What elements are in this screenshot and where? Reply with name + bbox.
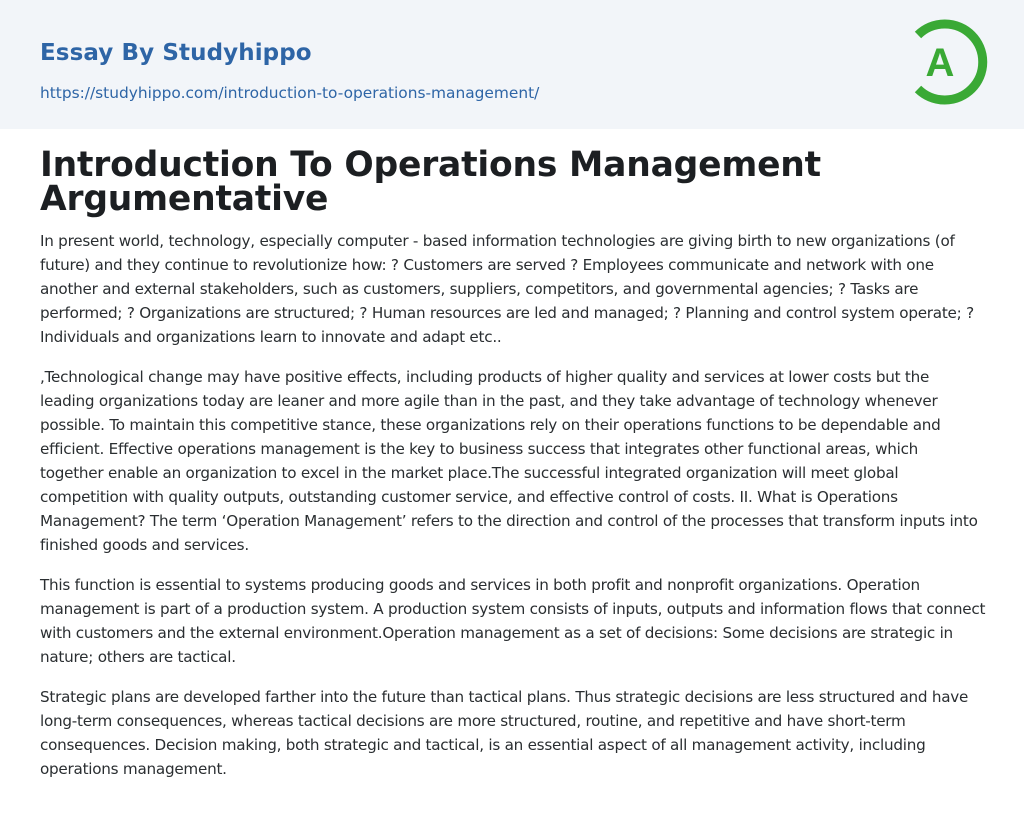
paragraph-2: ,Technological change may have positive effects, including products of higher quality and services at lower costs but the leading organizations today are leaner and more agile than in the past, and they take advantage of technology whenever possible. To maintain this competitive stance, these organizations rely on their operations functions to be dependable and efficient. Effective operations management is the key to business success that integrates other functional areas, which together enable an organization to excel in the market place.The successful integrated organization will meet global competition with quality outputs, outstanding customer service, and effective control of costs. II. What is Operations Management? The term ‘Operation Management’ refers to the direction and control of the processes that transform inputs into finished goods and services.	[40, 368, 978, 554]
paragraph-3: This function is essential to systems producing goods and services in both profit and nonprofit organizations. Operation management is part of a production system. A production system consists of inputs, outputs and information flows that connect with customers and the external environment.Operation management as a set of decisions: Some decisions are strategic in nature; others are tactical.	[40, 576, 986, 666]
studyhippo-logo-icon[interactable]	[900, 18, 988, 106]
logo-letter: A	[925, 41, 955, 85]
source-url-link[interactable]: https://studyhippo.com/introduction-to-operations-management/	[40, 84, 540, 102]
brand-title[interactable]: Essay By Studyhippo	[40, 40, 312, 66]
article	[40, 145, 986, 781]
site-header	[0, 0, 1024, 129]
paragraph-4: Strategic plans are developed farther into the future than tactical plans. Thus strategic decisions are less structured and have long-term consequences, whereas tactical decisions are more structured, routine, and repetitive and have short-term consequences. Decision making, both strategic and tactical, is an essential aspect of all management activity, including operations management.	[40, 688, 969, 778]
page-title: Introduction To Operations Management Argumentative	[40, 145, 821, 219]
paragraph-1: In present world, technology, especially computer - based information technologies are giving birth to new organizations (of future) and they continue to revolutionize how: ? Customers are served ? Employees communicate and network with one another and external stakeholders, such as customers, suppliers, competitors, and governmental agencies; ? Tasks are performed; ? Organizations are structured; ? Human resources are led and managed; ? Planning and control system operate; ? Individuals and organizations learn to innovate and adapt etc..	[40, 232, 974, 346]
